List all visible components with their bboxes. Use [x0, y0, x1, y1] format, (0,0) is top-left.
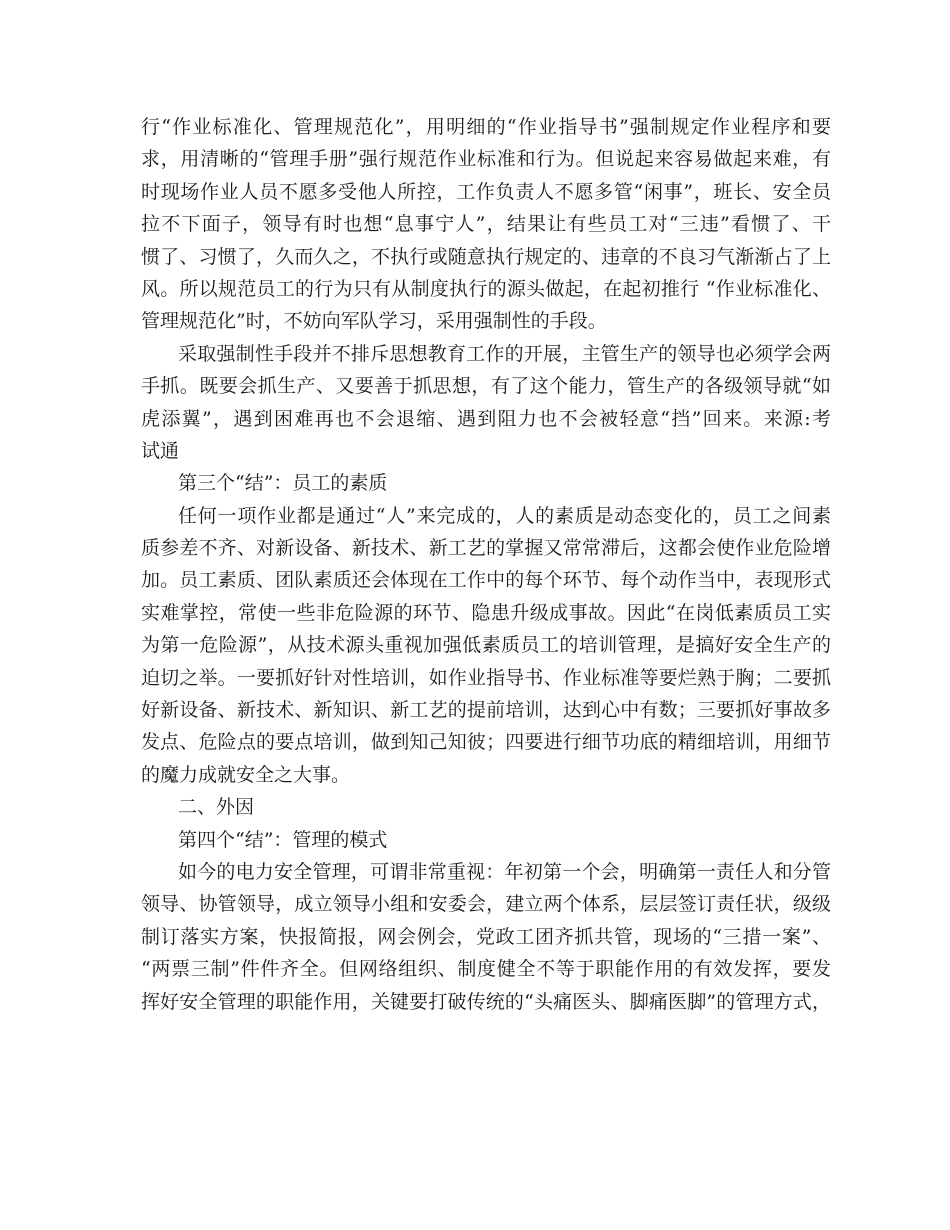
text-line: 如今的电力安全管理，可谓非常重视：年初第一个会，明确第一责任人和分管: [178, 860, 831, 883]
text-line: 时现场作业人员不愿多受他人所控，工作负责人不愿多管“闲事”，班长、安全员: [141, 180, 831, 203]
text-line: 二、外因: [178, 796, 255, 819]
text-line: 求，用清晰的“管理手册”强行规范作业标准和行为。但说起来容易做起来难，有: [141, 148, 831, 171]
text-line: 实难掌控，常使一些非危险源的环节、隐患升级成事故。因此“在岗低素质员工实: [141, 601, 831, 624]
text-line: 发点、危险点的要点培训，做到知己知彼；四要进行细节功底的精细培训，用细节: [141, 731, 831, 754]
text-line: “两票三制”件件齐全。但网络组织、制度健全不等于职能作用的有效发挥，要发: [141, 958, 831, 981]
text-line: 拉不下面子，领导有时也想“息事宁人”，结果让有些员工对“三违”看惯了、干: [141, 213, 831, 236]
text-line: 虎添翼”，遇到困难再也不会退缩、遇到阻力也不会被轻意“挡”回来。来源:考: [141, 407, 831, 430]
text-line: 好新设备、新技术、新知识、新工艺的提前培训，达到心中有数；三要抓好事故多: [141, 699, 831, 722]
text-line: 质参差不齐、对新设备、新技术、新工艺的掌握又常常滞后，这都会使作业危险增: [141, 537, 831, 560]
body-text: [141, 111, 831, 1018]
text-line: 领导、协管领导，成立领导小组和安委会，建立两个体系，层层签订责任状，级级: [141, 893, 831, 916]
text-line: 采取强制性手段并不排斥思想教育工作的开展，主管生产的领导也必须学会两: [178, 342, 831, 365]
text-line: 制订落实方案，快报简报，网会例会，党政工团齐抓共管，现场的“三措一案”、: [141, 925, 831, 948]
text-line: 的魔力成就安全之大事。: [141, 763, 351, 786]
text-line: 惯了、习惯了，久而久之，不执行或随意执行规定的、违章的不良习气渐渐占了上: [141, 245, 831, 268]
text-line: 风。所以规范员工的行为只有从制度执行的源头做起，在起初推行 “作业标准化、: [141, 277, 831, 300]
text-line: 任何一项作业都是通过“人”来完成的，人的素质是动态变化的，员工之间素: [178, 504, 831, 527]
text-line: 迫切之举。一要抓好针对性培训，如作业指导书、作业标准等要烂熟于胸；二要抓: [141, 666, 831, 689]
text-line: 挥好安全管理的职能作用，关键要打破传统的“头痛医头、脚痛医脚”的管理方式，: [141, 990, 831, 1013]
text-line: 第四个“结”：管理的模式: [178, 828, 388, 851]
text-line: 试通: [141, 439, 180, 462]
text-line: 手抓。既要会抓生产、又要善于抓思想，有了这个能力，管生产的各级领导就“如: [141, 375, 831, 398]
text-line: 加。员工素质、团队素质还会体现在工作中的每个环节、每个动作当中，表现形式: [141, 569, 831, 592]
text-line: 行“作业标准化、管理规范化”，用明细的“作业指导书”强制规定作业程序和要: [141, 116, 831, 138]
text-line: 第三个“结”：员工的素质: [178, 472, 388, 495]
text-line: 管理规范化”时，不妨向军队学习，采用强制性的手段。: [141, 310, 607, 333]
text-line: 为第一危险源”，从技术源头重视加强低素质员工的培训管理，是搞好安全生产的: [141, 634, 831, 657]
